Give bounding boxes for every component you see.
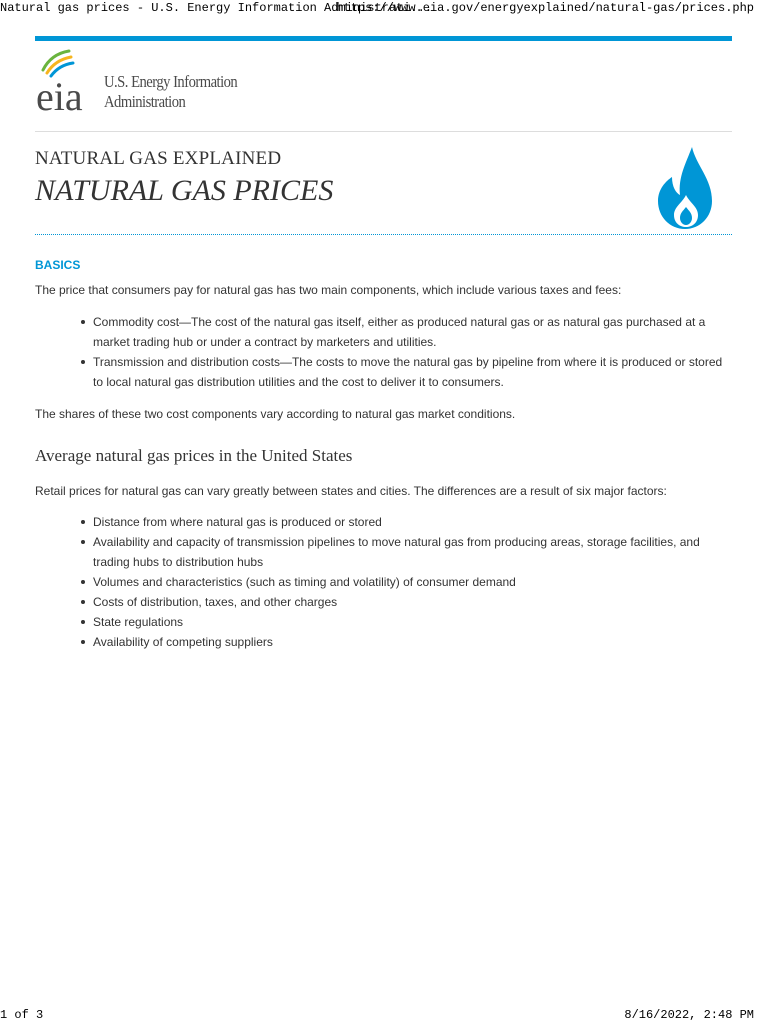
list-item-line: market trading hub or under a contract by marketers and utilities. xyxy=(93,335,437,349)
list-item-line: to local natural gas distribution utilities and the cost to deliver it to consumers. xyxy=(93,375,504,389)
list-item xyxy=(35,532,700,572)
eia-logo[interactable] xyxy=(35,48,275,118)
list-item xyxy=(35,632,700,652)
list-item xyxy=(35,612,700,632)
eia-logo-mark xyxy=(35,48,101,118)
list-item-line: Availability and capacity of transmission pipelines to move natural gas from producing areas, storage facilities, and xyxy=(93,535,700,549)
bullet-icon xyxy=(81,520,85,524)
list-item xyxy=(35,592,700,612)
title-divider xyxy=(35,234,732,235)
list-item-line: Distance from where natural gas is produced or stored xyxy=(93,515,382,529)
list-item xyxy=(35,352,722,392)
average-prices-intro: Retail prices for natural gas can vary greatly between states and cities. The differences are a result of six major factors: xyxy=(35,484,667,498)
svg-text:eia: eia xyxy=(36,74,83,118)
basics-intro: The price that consumers pay for natural gas has two main components, which include various taxes and fees: xyxy=(35,283,622,297)
print-header xyxy=(0,0,768,16)
print-page-title: Natural gas prices - U.S. Energy Information Administrati... xyxy=(0,1,433,15)
average-prices-heading: Average natural gas prices in the United States xyxy=(35,446,353,465)
eia-logo-wordmark xyxy=(104,72,237,112)
logo-line-1: U.S. Energy Information xyxy=(104,72,238,91)
bullet-icon xyxy=(81,620,85,624)
basics-closing: The shares of these two cost components vary according to natural gas market conditions. xyxy=(35,407,516,421)
print-page-url: https://www.eia.gov/energyexplained/natural-gas/prices.php xyxy=(336,1,754,15)
list-item-line: Transmission and distribution costs—The costs to move the natural gas by pipeline from where it is produced or stored xyxy=(93,355,723,369)
top-accent-bar xyxy=(35,36,732,41)
bullet-icon xyxy=(81,640,85,644)
basics-list xyxy=(35,312,722,392)
print-datetime: 8/16/2022, 2:48 PM xyxy=(624,1008,754,1022)
flame-icon xyxy=(656,145,714,231)
page-title: NATURAL GAS PRICES xyxy=(35,174,334,207)
list-item-line: Costs of distribution, taxes, and other charges xyxy=(93,595,338,609)
bullet-icon xyxy=(81,600,85,604)
bullet-icon xyxy=(81,580,85,584)
list-item-line: Commodity cost—The cost of the natural gas itself, either as produced natural gas or as natural gas purchased at a xyxy=(93,315,706,329)
list-item-line: Volumes and characteristics (such as timing and volatility) of consumer demand xyxy=(93,575,516,589)
logo-line-2: Administration xyxy=(104,92,186,111)
print-page-number: 1 of 3 xyxy=(0,1008,44,1022)
basics-label: BASICS xyxy=(35,258,81,272)
list-item-line: State regulations xyxy=(93,615,184,629)
factors-list xyxy=(35,512,700,652)
list-item xyxy=(35,312,722,352)
section-kicker: NATURAL GAS EXPLAINED xyxy=(35,148,282,169)
print-footer xyxy=(0,1006,768,1024)
list-item-line: Availability of competing suppliers xyxy=(93,635,273,649)
list-item xyxy=(35,572,700,592)
header-divider xyxy=(35,131,732,132)
list-item xyxy=(35,512,700,532)
bullet-icon xyxy=(81,360,85,364)
list-item-line: trading hubs to distribution hubs xyxy=(93,555,264,569)
bullet-icon xyxy=(81,540,85,544)
bullet-icon xyxy=(81,320,85,324)
